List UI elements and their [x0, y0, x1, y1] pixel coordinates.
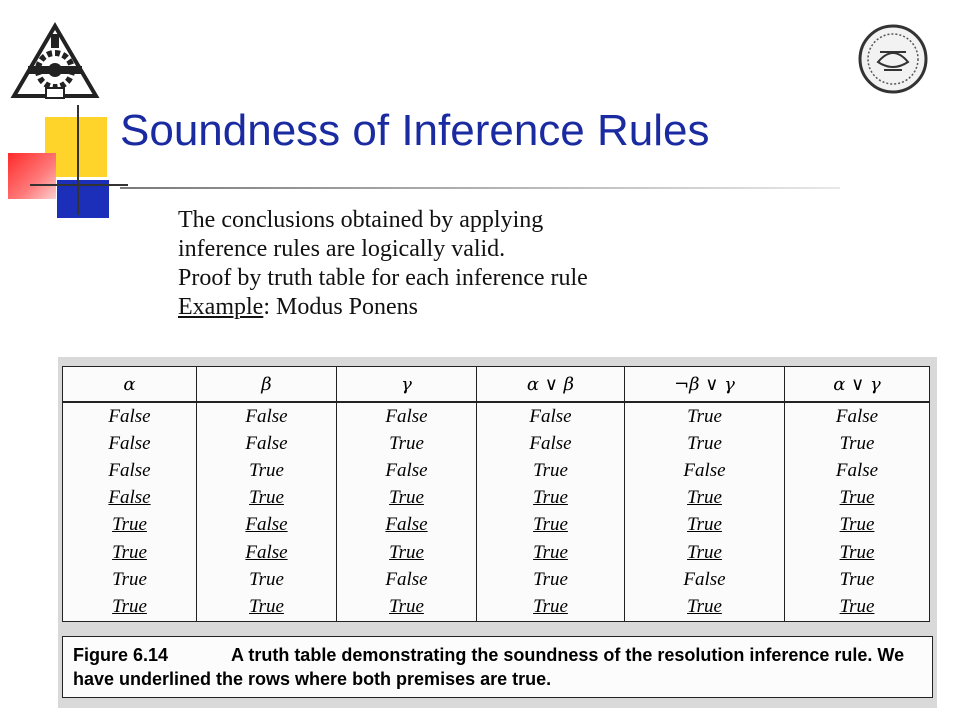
- table-cell: False: [197, 539, 337, 566]
- table-cell: True: [477, 485, 625, 512]
- header-cell: ¬β ∨ γ: [625, 367, 785, 403]
- table-cell: True: [337, 430, 477, 457]
- table-cell: True: [785, 485, 930, 512]
- table-cell: False: [63, 430, 197, 457]
- table-cell: True: [477, 566, 625, 593]
- table-row: [63, 512, 930, 539]
- table-cell: False: [337, 457, 477, 484]
- table-cell: True: [337, 593, 477, 621]
- table-cell: True: [785, 539, 930, 566]
- header-cell: α: [63, 367, 197, 403]
- table-cell: False: [63, 402, 197, 430]
- engineering-gear-logo: [10, 22, 100, 100]
- decor-horizontal-line: [30, 184, 128, 186]
- table-cell: True: [197, 457, 337, 484]
- caption-line-1: A truth table demonstrating the soundness of the resolution inference rule. We: [231, 645, 905, 665]
- example-label: Example: [178, 294, 264, 320]
- table-cell: False: [197, 512, 337, 539]
- table-cell: True: [625, 593, 785, 621]
- university-seal-logo: [858, 24, 928, 94]
- table-cell: False: [477, 430, 625, 457]
- header-cell: α ∨ γ: [785, 367, 930, 403]
- table-cell: True: [625, 430, 785, 457]
- slide-title: Soundness of Inference Rules: [120, 106, 710, 155]
- table-cell: False: [625, 566, 785, 593]
- table-cell: False: [477, 402, 625, 430]
- example-text: : Modus Ponens: [263, 294, 418, 320]
- table-cell: True: [197, 593, 337, 621]
- table-cell: True: [625, 485, 785, 512]
- table-cell: True: [477, 539, 625, 566]
- table-cell: True: [625, 402, 785, 430]
- truth-table-header: [63, 367, 930, 403]
- red-square: [8, 153, 56, 199]
- title-underline: [120, 187, 840, 189]
- table-cell: True: [63, 539, 197, 566]
- table-cell: True: [625, 512, 785, 539]
- table-row: [63, 402, 930, 430]
- body-line-3: Proof by truth table for each inference rule: [178, 265, 588, 291]
- table-cell: True: [477, 457, 625, 484]
- table-cell: True: [785, 430, 930, 457]
- truth-table: [62, 366, 930, 622]
- table-row: [63, 566, 930, 593]
- table-row: [63, 593, 930, 621]
- table-cell: True: [785, 566, 930, 593]
- table-cell: True: [63, 512, 197, 539]
- table-cell: True: [63, 593, 197, 621]
- table-cell: True: [337, 539, 477, 566]
- caption-line-2: have underlined the rows where both premises are true.: [73, 669, 552, 689]
- header-cell: β: [197, 367, 337, 403]
- slide-body: [178, 206, 588, 322]
- table-row: [63, 485, 930, 512]
- table-cell: True: [337, 485, 477, 512]
- header-cell: α ∨ β: [477, 367, 625, 403]
- table-cell: False: [785, 402, 930, 430]
- table-cell: False: [197, 402, 337, 430]
- table-cell: False: [197, 430, 337, 457]
- table-cell: True: [625, 539, 785, 566]
- header-cell: γ: [337, 367, 477, 403]
- figure-label: Figure 6.14: [73, 645, 169, 665]
- table-cell: True: [477, 593, 625, 621]
- table-row: [63, 539, 930, 566]
- body-line-2: inference rules are logically valid.: [178, 236, 506, 262]
- table-cell: True: [197, 566, 337, 593]
- table-cell: True: [477, 512, 625, 539]
- table-cell: False: [63, 485, 197, 512]
- table-cell: True: [63, 566, 197, 593]
- scanned-figure: [58, 357, 937, 708]
- table-cell: True: [785, 512, 930, 539]
- table-cell: True: [197, 485, 337, 512]
- table-row: [63, 430, 930, 457]
- table-cell: False: [337, 512, 477, 539]
- table-cell: True: [785, 593, 930, 621]
- body-line-1: The conclusions obtained by applying: [178, 207, 544, 233]
- decor-vertical-line: [77, 105, 79, 215]
- table-row: [63, 457, 930, 484]
- table-cell: False: [63, 457, 197, 484]
- table-cell: False: [337, 566, 477, 593]
- table-cell: False: [625, 457, 785, 484]
- table-cell: False: [337, 402, 477, 430]
- figure-caption: [62, 636, 933, 698]
- body-line-example: [178, 293, 588, 322]
- title-decoration: [0, 105, 130, 215]
- table-cell: False: [785, 457, 930, 484]
